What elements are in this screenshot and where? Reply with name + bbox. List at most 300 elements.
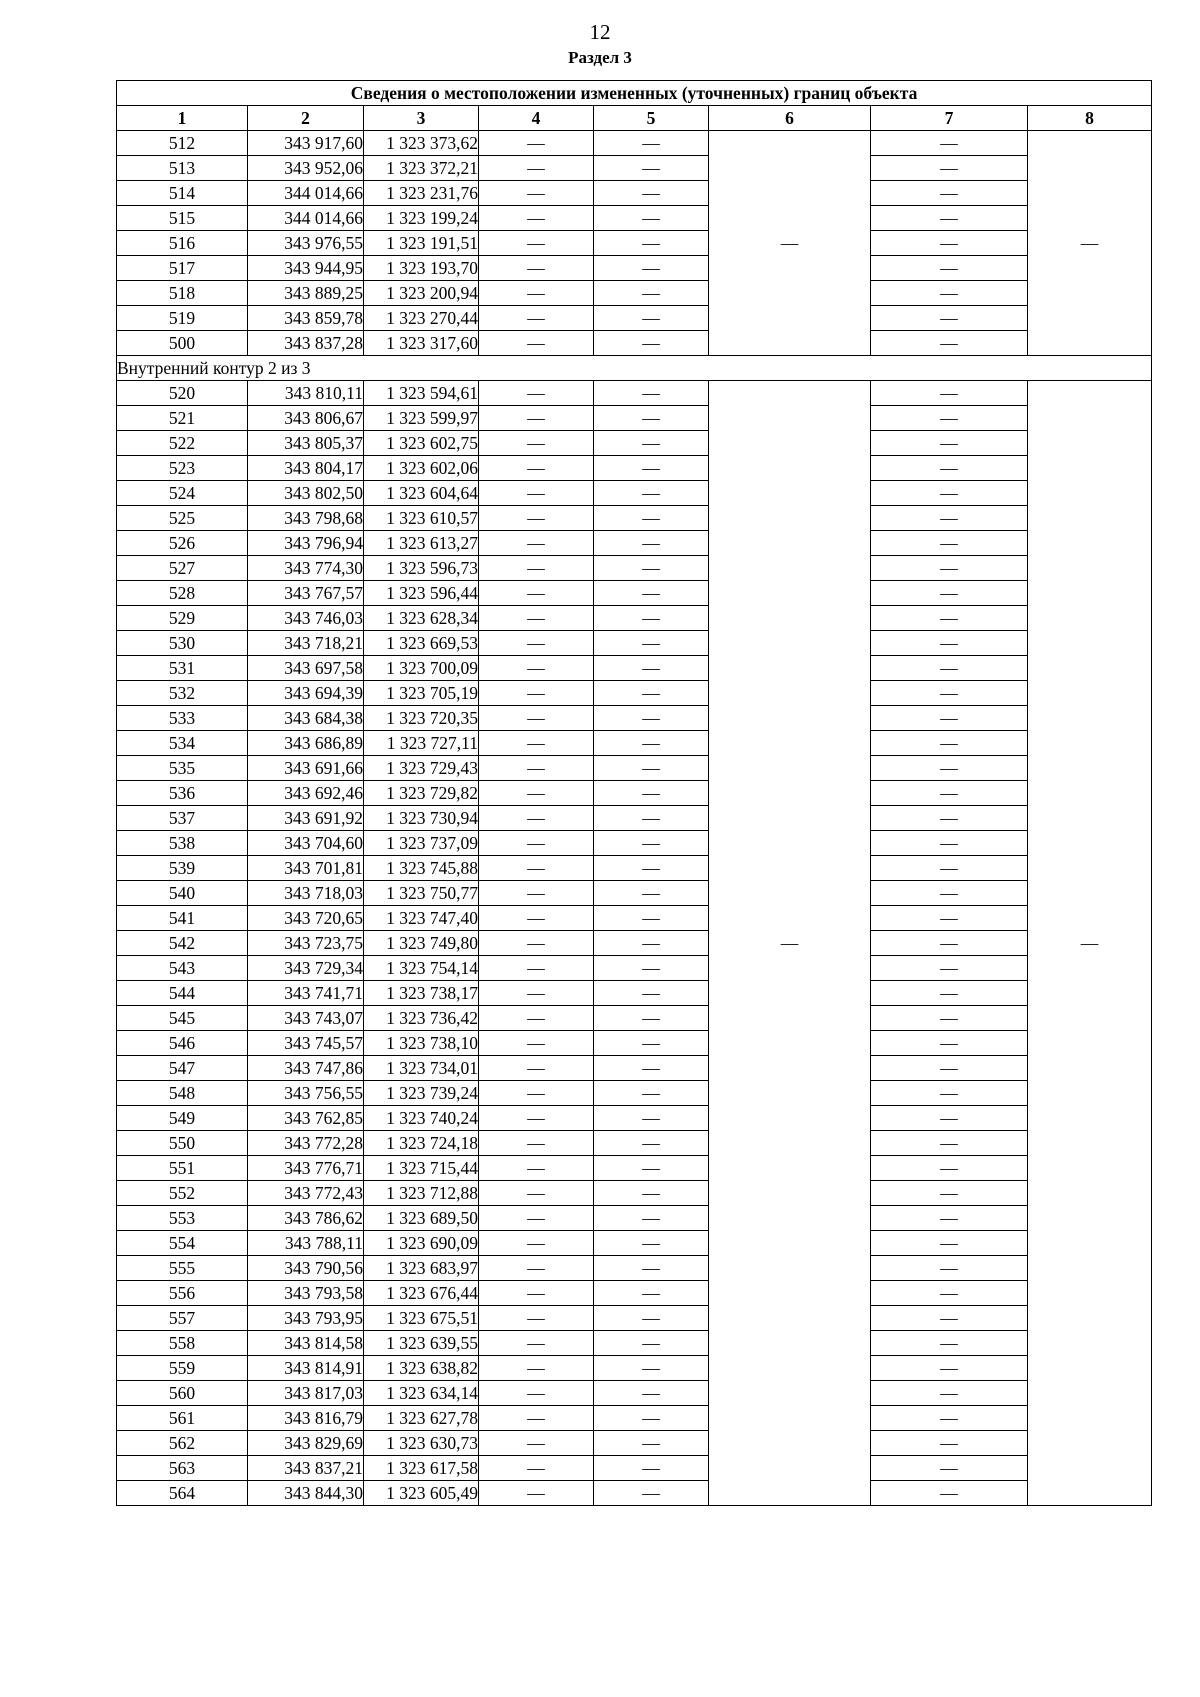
col5-cell: — xyxy=(594,581,709,606)
col7-cell: — xyxy=(871,1006,1028,1031)
col7-cell: — xyxy=(871,1181,1028,1206)
x-coordinate-cell: 343 756,55 xyxy=(248,1081,364,1106)
x-coordinate-cell: 343 774,30 xyxy=(248,556,364,581)
col5-cell: — xyxy=(594,1481,709,1506)
point-number-cell: 555 xyxy=(117,1256,248,1281)
x-coordinate-cell: 344 014,66 xyxy=(248,181,364,206)
x-coordinate-cell: 343 790,56 xyxy=(248,1256,364,1281)
y-coordinate-cell: 1 323 610,57 xyxy=(364,506,479,531)
col4-cell: — xyxy=(479,781,594,806)
y-coordinate-cell: 1 323 705,19 xyxy=(364,681,479,706)
y-coordinate-cell: 1 323 638,82 xyxy=(364,1356,479,1381)
table-row xyxy=(117,831,1152,856)
x-coordinate-cell: 343 952,06 xyxy=(248,156,364,181)
x-coordinate-cell: 343 692,46 xyxy=(248,781,364,806)
col4-cell: — xyxy=(479,431,594,456)
point-number-cell: 559 xyxy=(117,1356,248,1381)
table-row xyxy=(117,856,1152,881)
col7-cell: — xyxy=(871,1306,1028,1331)
col4-cell: — xyxy=(479,1181,594,1206)
x-coordinate-cell: 343 805,37 xyxy=(248,431,364,456)
table-row xyxy=(117,1206,1152,1231)
table-row xyxy=(117,1456,1152,1481)
col8-merged-cell: — xyxy=(1028,131,1152,356)
col4-cell: — xyxy=(479,1431,594,1456)
col7-cell: — xyxy=(871,131,1028,156)
table-row xyxy=(117,1431,1152,1456)
col4-cell: — xyxy=(479,131,594,156)
y-coordinate-cell: 1 323 604,64 xyxy=(364,481,479,506)
col7-cell: — xyxy=(871,1106,1028,1131)
x-coordinate-cell: 343 837,21 xyxy=(248,1456,364,1481)
point-number-cell: 548 xyxy=(117,1081,248,1106)
point-number-cell: 536 xyxy=(117,781,248,806)
y-coordinate-cell: 1 323 750,77 xyxy=(364,881,479,906)
col7-cell: — xyxy=(871,906,1028,931)
col4-cell: — xyxy=(479,706,594,731)
point-number-cell: 556 xyxy=(117,1281,248,1306)
y-coordinate-cell: 1 323 669,53 xyxy=(364,631,479,656)
col4-cell: — xyxy=(479,631,594,656)
x-coordinate-cell: 343 802,50 xyxy=(248,481,364,506)
col5-cell: — xyxy=(594,156,709,181)
col4-cell: — xyxy=(479,331,594,356)
col5-cell: — xyxy=(594,756,709,781)
x-coordinate-cell: 343 747,86 xyxy=(248,1056,364,1081)
col8-merged-cell: — xyxy=(1028,381,1152,1506)
col4-cell: — xyxy=(479,956,594,981)
table-row xyxy=(117,681,1152,706)
point-number-cell: 531 xyxy=(117,656,248,681)
point-number-cell: 514 xyxy=(117,181,248,206)
col5-cell: — xyxy=(594,331,709,356)
x-coordinate-cell: 343 810,11 xyxy=(248,381,364,406)
table-row xyxy=(117,706,1152,731)
y-coordinate-cell: 1 323 747,40 xyxy=(364,906,479,931)
col5-cell: — xyxy=(594,1181,709,1206)
col7-cell: — xyxy=(871,1456,1028,1481)
col5-cell: — xyxy=(594,1456,709,1481)
x-coordinate-cell: 343 788,11 xyxy=(248,1231,364,1256)
col5-cell: — xyxy=(594,181,709,206)
col5-cell: — xyxy=(594,1056,709,1081)
x-coordinate-cell: 343 701,81 xyxy=(248,856,364,881)
col7-cell: — xyxy=(871,1431,1028,1456)
col5-cell: — xyxy=(594,656,709,681)
col5-cell: — xyxy=(594,231,709,256)
table-row xyxy=(117,1256,1152,1281)
point-number-cell: 539 xyxy=(117,856,248,881)
col7-cell: — xyxy=(871,1131,1028,1156)
y-coordinate-cell: 1 323 594,61 xyxy=(364,381,479,406)
y-coordinate-cell: 1 323 715,44 xyxy=(364,1156,479,1181)
col7-cell: — xyxy=(871,1081,1028,1106)
col4-cell: — xyxy=(479,756,594,781)
y-coordinate-cell: 1 323 372,21 xyxy=(364,156,479,181)
point-number-cell: 541 xyxy=(117,906,248,931)
col5-cell: — xyxy=(594,1231,709,1256)
col5-cell: — xyxy=(594,1106,709,1131)
col4-cell: — xyxy=(479,206,594,231)
y-coordinate-cell: 1 323 602,06 xyxy=(364,456,479,481)
col5-cell: — xyxy=(594,1306,709,1331)
col7-cell: — xyxy=(871,631,1028,656)
y-coordinate-cell: 1 323 737,09 xyxy=(364,831,479,856)
col7-cell: — xyxy=(871,1356,1028,1381)
y-coordinate-cell: 1 323 602,75 xyxy=(364,431,479,456)
col5-cell: — xyxy=(594,481,709,506)
col4-cell: — xyxy=(479,906,594,931)
x-coordinate-cell: 343 814,91 xyxy=(248,1356,364,1381)
col4-cell: — xyxy=(479,1081,594,1106)
table-row xyxy=(117,1481,1152,1506)
col5-cell: — xyxy=(594,681,709,706)
col7-cell: — xyxy=(871,731,1028,756)
point-number-cell: 545 xyxy=(117,1006,248,1031)
table-row xyxy=(117,1106,1152,1131)
col5-cell: — xyxy=(594,956,709,981)
col5-cell: — xyxy=(594,1006,709,1031)
table-row xyxy=(117,1031,1152,1056)
col7-cell: — xyxy=(871,206,1028,231)
x-coordinate-cell: 343 776,71 xyxy=(248,1156,364,1181)
table-row xyxy=(117,231,1152,256)
point-number-cell: 554 xyxy=(117,1231,248,1256)
x-coordinate-cell: 343 793,95 xyxy=(248,1306,364,1331)
col7-cell: — xyxy=(871,331,1028,356)
point-number-cell: 562 xyxy=(117,1431,248,1456)
col7-cell: — xyxy=(871,931,1028,956)
y-coordinate-cell: 1 323 738,10 xyxy=(364,1031,479,1056)
table-row xyxy=(117,506,1152,531)
col7-cell: — xyxy=(871,156,1028,181)
col5-cell: — xyxy=(594,531,709,556)
col7-cell: — xyxy=(871,681,1028,706)
col5-cell: — xyxy=(594,256,709,281)
col7-cell: — xyxy=(871,306,1028,331)
point-number-cell: 553 xyxy=(117,1206,248,1231)
column-header: 3 xyxy=(364,106,479,131)
col5-cell: — xyxy=(594,1256,709,1281)
table-row xyxy=(117,981,1152,1006)
col5-cell: — xyxy=(594,1281,709,1306)
point-number-cell: 546 xyxy=(117,1031,248,1056)
col4-cell: — xyxy=(479,456,594,481)
table-row xyxy=(117,1281,1152,1306)
col4-cell: — xyxy=(479,606,594,631)
table-row xyxy=(117,131,1152,156)
col4-cell: — xyxy=(479,656,594,681)
col7-cell: — xyxy=(871,1031,1028,1056)
col4-cell: — xyxy=(479,1256,594,1281)
col5-cell: — xyxy=(594,1131,709,1156)
y-coordinate-cell: 1 323 199,24 xyxy=(364,206,479,231)
x-coordinate-cell: 343 743,07 xyxy=(248,1006,364,1031)
point-number-cell: 513 xyxy=(117,156,248,181)
table-row xyxy=(117,1406,1152,1431)
col7-cell: — xyxy=(871,181,1028,206)
y-coordinate-cell: 1 323 700,09 xyxy=(364,656,479,681)
col5-cell: — xyxy=(594,906,709,931)
point-number-cell: 525 xyxy=(117,506,248,531)
y-coordinate-cell: 1 323 200,94 xyxy=(364,281,479,306)
point-number-cell: 500 xyxy=(117,331,248,356)
point-number-cell: 528 xyxy=(117,581,248,606)
col4-cell: — xyxy=(479,1481,594,1506)
table-row xyxy=(117,956,1152,981)
x-coordinate-cell: 343 772,43 xyxy=(248,1181,364,1206)
point-number-cell: 517 xyxy=(117,256,248,281)
col5-cell: — xyxy=(594,981,709,1006)
col4-cell: — xyxy=(479,1331,594,1356)
col7-cell: — xyxy=(871,1206,1028,1231)
y-coordinate-cell: 1 323 740,24 xyxy=(364,1106,479,1131)
col5-cell: — xyxy=(594,606,709,631)
y-coordinate-cell: 1 323 739,24 xyxy=(364,1081,479,1106)
page-number: 12 xyxy=(589,20,611,44)
col4-cell: — xyxy=(479,931,594,956)
x-coordinate-cell: 343 793,58 xyxy=(248,1281,364,1306)
point-number-cell: 512 xyxy=(117,131,248,156)
point-number-cell: 520 xyxy=(117,381,248,406)
point-number-cell: 551 xyxy=(117,1156,248,1181)
point-number-cell: 532 xyxy=(117,681,248,706)
col7-cell: — xyxy=(871,456,1028,481)
y-coordinate-cell: 1 323 617,58 xyxy=(364,1456,479,1481)
col7-cell: — xyxy=(871,1381,1028,1406)
col4-cell: — xyxy=(479,231,594,256)
table-row xyxy=(117,331,1152,356)
col4-cell: — xyxy=(479,1156,594,1181)
x-coordinate-cell: 343 691,92 xyxy=(248,806,364,831)
col4-cell: — xyxy=(479,806,594,831)
col7-cell: — xyxy=(871,531,1028,556)
col7-cell: — xyxy=(871,806,1028,831)
col5-cell: — xyxy=(594,1156,709,1181)
col7-cell: — xyxy=(871,556,1028,581)
point-number-cell: 544 xyxy=(117,981,248,1006)
x-coordinate-cell: 343 718,03 xyxy=(248,881,364,906)
table-row xyxy=(117,1056,1152,1081)
y-coordinate-cell: 1 323 729,43 xyxy=(364,756,479,781)
section-title: Раздел 3 xyxy=(568,48,632,67)
x-coordinate-cell: 343 718,21 xyxy=(248,631,364,656)
table-row xyxy=(117,581,1152,606)
col4-cell: — xyxy=(479,831,594,856)
y-coordinate-cell: 1 323 599,97 xyxy=(364,406,479,431)
table-row xyxy=(117,1006,1152,1031)
col7-cell: — xyxy=(871,431,1028,456)
y-coordinate-cell: 1 323 231,76 xyxy=(364,181,479,206)
col7-cell: — xyxy=(871,781,1028,806)
col5-cell: — xyxy=(594,206,709,231)
table-row xyxy=(117,406,1152,431)
col7-cell: — xyxy=(871,706,1028,731)
col7-cell: — xyxy=(871,1231,1028,1256)
col5-cell: — xyxy=(594,1206,709,1231)
point-number-cell: 518 xyxy=(117,281,248,306)
table-row xyxy=(117,1331,1152,1356)
col7-cell: — xyxy=(871,256,1028,281)
y-coordinate-cell: 1 323 712,88 xyxy=(364,1181,479,1206)
point-number-cell: 537 xyxy=(117,806,248,831)
col5-cell: — xyxy=(594,506,709,531)
table-row xyxy=(117,731,1152,756)
column-header: 1 xyxy=(117,106,248,131)
col5-cell: — xyxy=(594,831,709,856)
x-coordinate-cell: 343 944,95 xyxy=(248,256,364,281)
col4-cell: — xyxy=(479,1406,594,1431)
point-number-cell: 530 xyxy=(117,631,248,656)
point-number-cell: 533 xyxy=(117,706,248,731)
y-coordinate-cell: 1 323 690,09 xyxy=(364,1231,479,1256)
table-row xyxy=(117,631,1152,656)
table-row xyxy=(117,906,1152,931)
col4-cell: — xyxy=(479,181,594,206)
x-coordinate-cell: 343 772,28 xyxy=(248,1131,364,1156)
col4-cell: — xyxy=(479,581,594,606)
x-coordinate-cell: 343 798,68 xyxy=(248,506,364,531)
point-number-cell: 564 xyxy=(117,1481,248,1506)
col4-cell: — xyxy=(479,1381,594,1406)
point-number-cell: 519 xyxy=(117,306,248,331)
table-row xyxy=(117,431,1152,456)
col5-cell: — xyxy=(594,881,709,906)
col5-cell: — xyxy=(594,131,709,156)
col5-cell: — xyxy=(594,781,709,806)
col4-cell: — xyxy=(479,681,594,706)
col4-cell: — xyxy=(479,1106,594,1131)
table-row xyxy=(117,381,1152,406)
col5-cell: — xyxy=(594,306,709,331)
table-row xyxy=(117,556,1152,581)
col7-cell: — xyxy=(871,1256,1028,1281)
column-header: 5 xyxy=(594,106,709,131)
column-header: 6 xyxy=(709,106,871,131)
col7-cell: — xyxy=(871,756,1028,781)
col5-cell: — xyxy=(594,1081,709,1106)
table-row xyxy=(117,606,1152,631)
point-number-cell: 526 xyxy=(117,531,248,556)
table-row xyxy=(117,1231,1152,1256)
x-coordinate-cell: 343 746,03 xyxy=(248,606,364,631)
col7-cell: — xyxy=(871,481,1028,506)
point-number-cell: 527 xyxy=(117,556,248,581)
x-coordinate-cell: 344 014,66 xyxy=(248,206,364,231)
col4-cell: — xyxy=(479,1456,594,1481)
col4-cell: — xyxy=(479,1056,594,1081)
point-number-cell: 524 xyxy=(117,481,248,506)
col4-cell: — xyxy=(479,506,594,531)
x-coordinate-cell: 343 723,75 xyxy=(248,931,364,956)
col7-cell: — xyxy=(871,506,1028,531)
y-coordinate-cell: 1 323 727,11 xyxy=(364,731,479,756)
col7-cell: — xyxy=(871,1281,1028,1306)
col5-cell: — xyxy=(594,381,709,406)
y-coordinate-cell: 1 323 676,44 xyxy=(364,1281,479,1306)
point-number-cell: 558 xyxy=(117,1331,248,1356)
x-coordinate-cell: 343 889,25 xyxy=(248,281,364,306)
col4-cell: — xyxy=(479,1306,594,1331)
col7-cell: — xyxy=(871,881,1028,906)
point-number-cell: 557 xyxy=(117,1306,248,1331)
col4-cell: — xyxy=(479,1006,594,1031)
boundary-coordinates-table xyxy=(116,80,1152,1506)
col6-merged-cell: — xyxy=(709,381,871,1506)
y-coordinate-cell: 1 323 630,73 xyxy=(364,1431,479,1456)
table-row xyxy=(117,531,1152,556)
col4-cell: — xyxy=(479,306,594,331)
col5-cell: — xyxy=(594,856,709,881)
col5-cell: — xyxy=(594,1381,709,1406)
col4-cell: — xyxy=(479,1131,594,1156)
x-coordinate-cell: 343 697,58 xyxy=(248,656,364,681)
table-title-row xyxy=(117,81,1152,106)
y-coordinate-cell: 1 323 683,97 xyxy=(364,1256,479,1281)
x-coordinate-cell: 343 684,38 xyxy=(248,706,364,731)
col5-cell: — xyxy=(594,431,709,456)
col5-cell: — xyxy=(594,731,709,756)
y-coordinate-cell: 1 323 749,80 xyxy=(364,931,479,956)
col4-cell: — xyxy=(479,256,594,281)
y-coordinate-cell: 1 323 689,50 xyxy=(364,1206,479,1231)
contour-label: Внутренний контур 2 из 3 xyxy=(117,356,1152,381)
point-number-cell: 543 xyxy=(117,956,248,981)
col7-cell: — xyxy=(871,1481,1028,1506)
col5-cell: — xyxy=(594,1431,709,1456)
col4-cell: — xyxy=(479,531,594,556)
point-number-cell: 563 xyxy=(117,1456,248,1481)
y-coordinate-cell: 1 323 596,73 xyxy=(364,556,479,581)
x-coordinate-cell: 343 720,65 xyxy=(248,906,364,931)
x-coordinate-cell: 343 686,89 xyxy=(248,731,364,756)
table-row xyxy=(117,1381,1152,1406)
point-number-cell: 521 xyxy=(117,406,248,431)
point-number-cell: 552 xyxy=(117,1181,248,1206)
column-header: 8 xyxy=(1028,106,1152,131)
x-coordinate-cell: 343 762,85 xyxy=(248,1106,364,1131)
column-header: 4 xyxy=(479,106,594,131)
col6-merged-cell: — xyxy=(709,131,871,356)
column-header: 7 xyxy=(871,106,1028,131)
y-coordinate-cell: 1 323 191,51 xyxy=(364,231,479,256)
x-coordinate-cell: 343 786,62 xyxy=(248,1206,364,1231)
y-coordinate-cell: 1 323 270,44 xyxy=(364,306,479,331)
table-row xyxy=(117,1181,1152,1206)
y-coordinate-cell: 1 323 627,78 xyxy=(364,1406,479,1431)
col4-cell: — xyxy=(479,481,594,506)
col5-cell: — xyxy=(594,556,709,581)
table-row xyxy=(117,1081,1152,1106)
col4-cell: — xyxy=(479,1231,594,1256)
x-coordinate-cell: 343 829,69 xyxy=(248,1431,364,1456)
x-coordinate-cell: 343 976,55 xyxy=(248,231,364,256)
col4-cell: — xyxy=(479,1206,594,1231)
y-coordinate-cell: 1 323 724,18 xyxy=(364,1131,479,1156)
point-number-cell: 534 xyxy=(117,731,248,756)
col4-cell: — xyxy=(479,1281,594,1306)
y-coordinate-cell: 1 323 373,62 xyxy=(364,131,479,156)
col7-cell: — xyxy=(871,1331,1028,1356)
x-coordinate-cell: 343 741,71 xyxy=(248,981,364,1006)
col7-cell: — xyxy=(871,856,1028,881)
table-row xyxy=(117,756,1152,781)
col7-cell: — xyxy=(871,981,1028,1006)
y-coordinate-cell: 1 323 734,01 xyxy=(364,1056,479,1081)
x-coordinate-cell: 343 691,66 xyxy=(248,756,364,781)
col5-cell: — xyxy=(594,631,709,656)
point-number-cell: 549 xyxy=(117,1106,248,1131)
